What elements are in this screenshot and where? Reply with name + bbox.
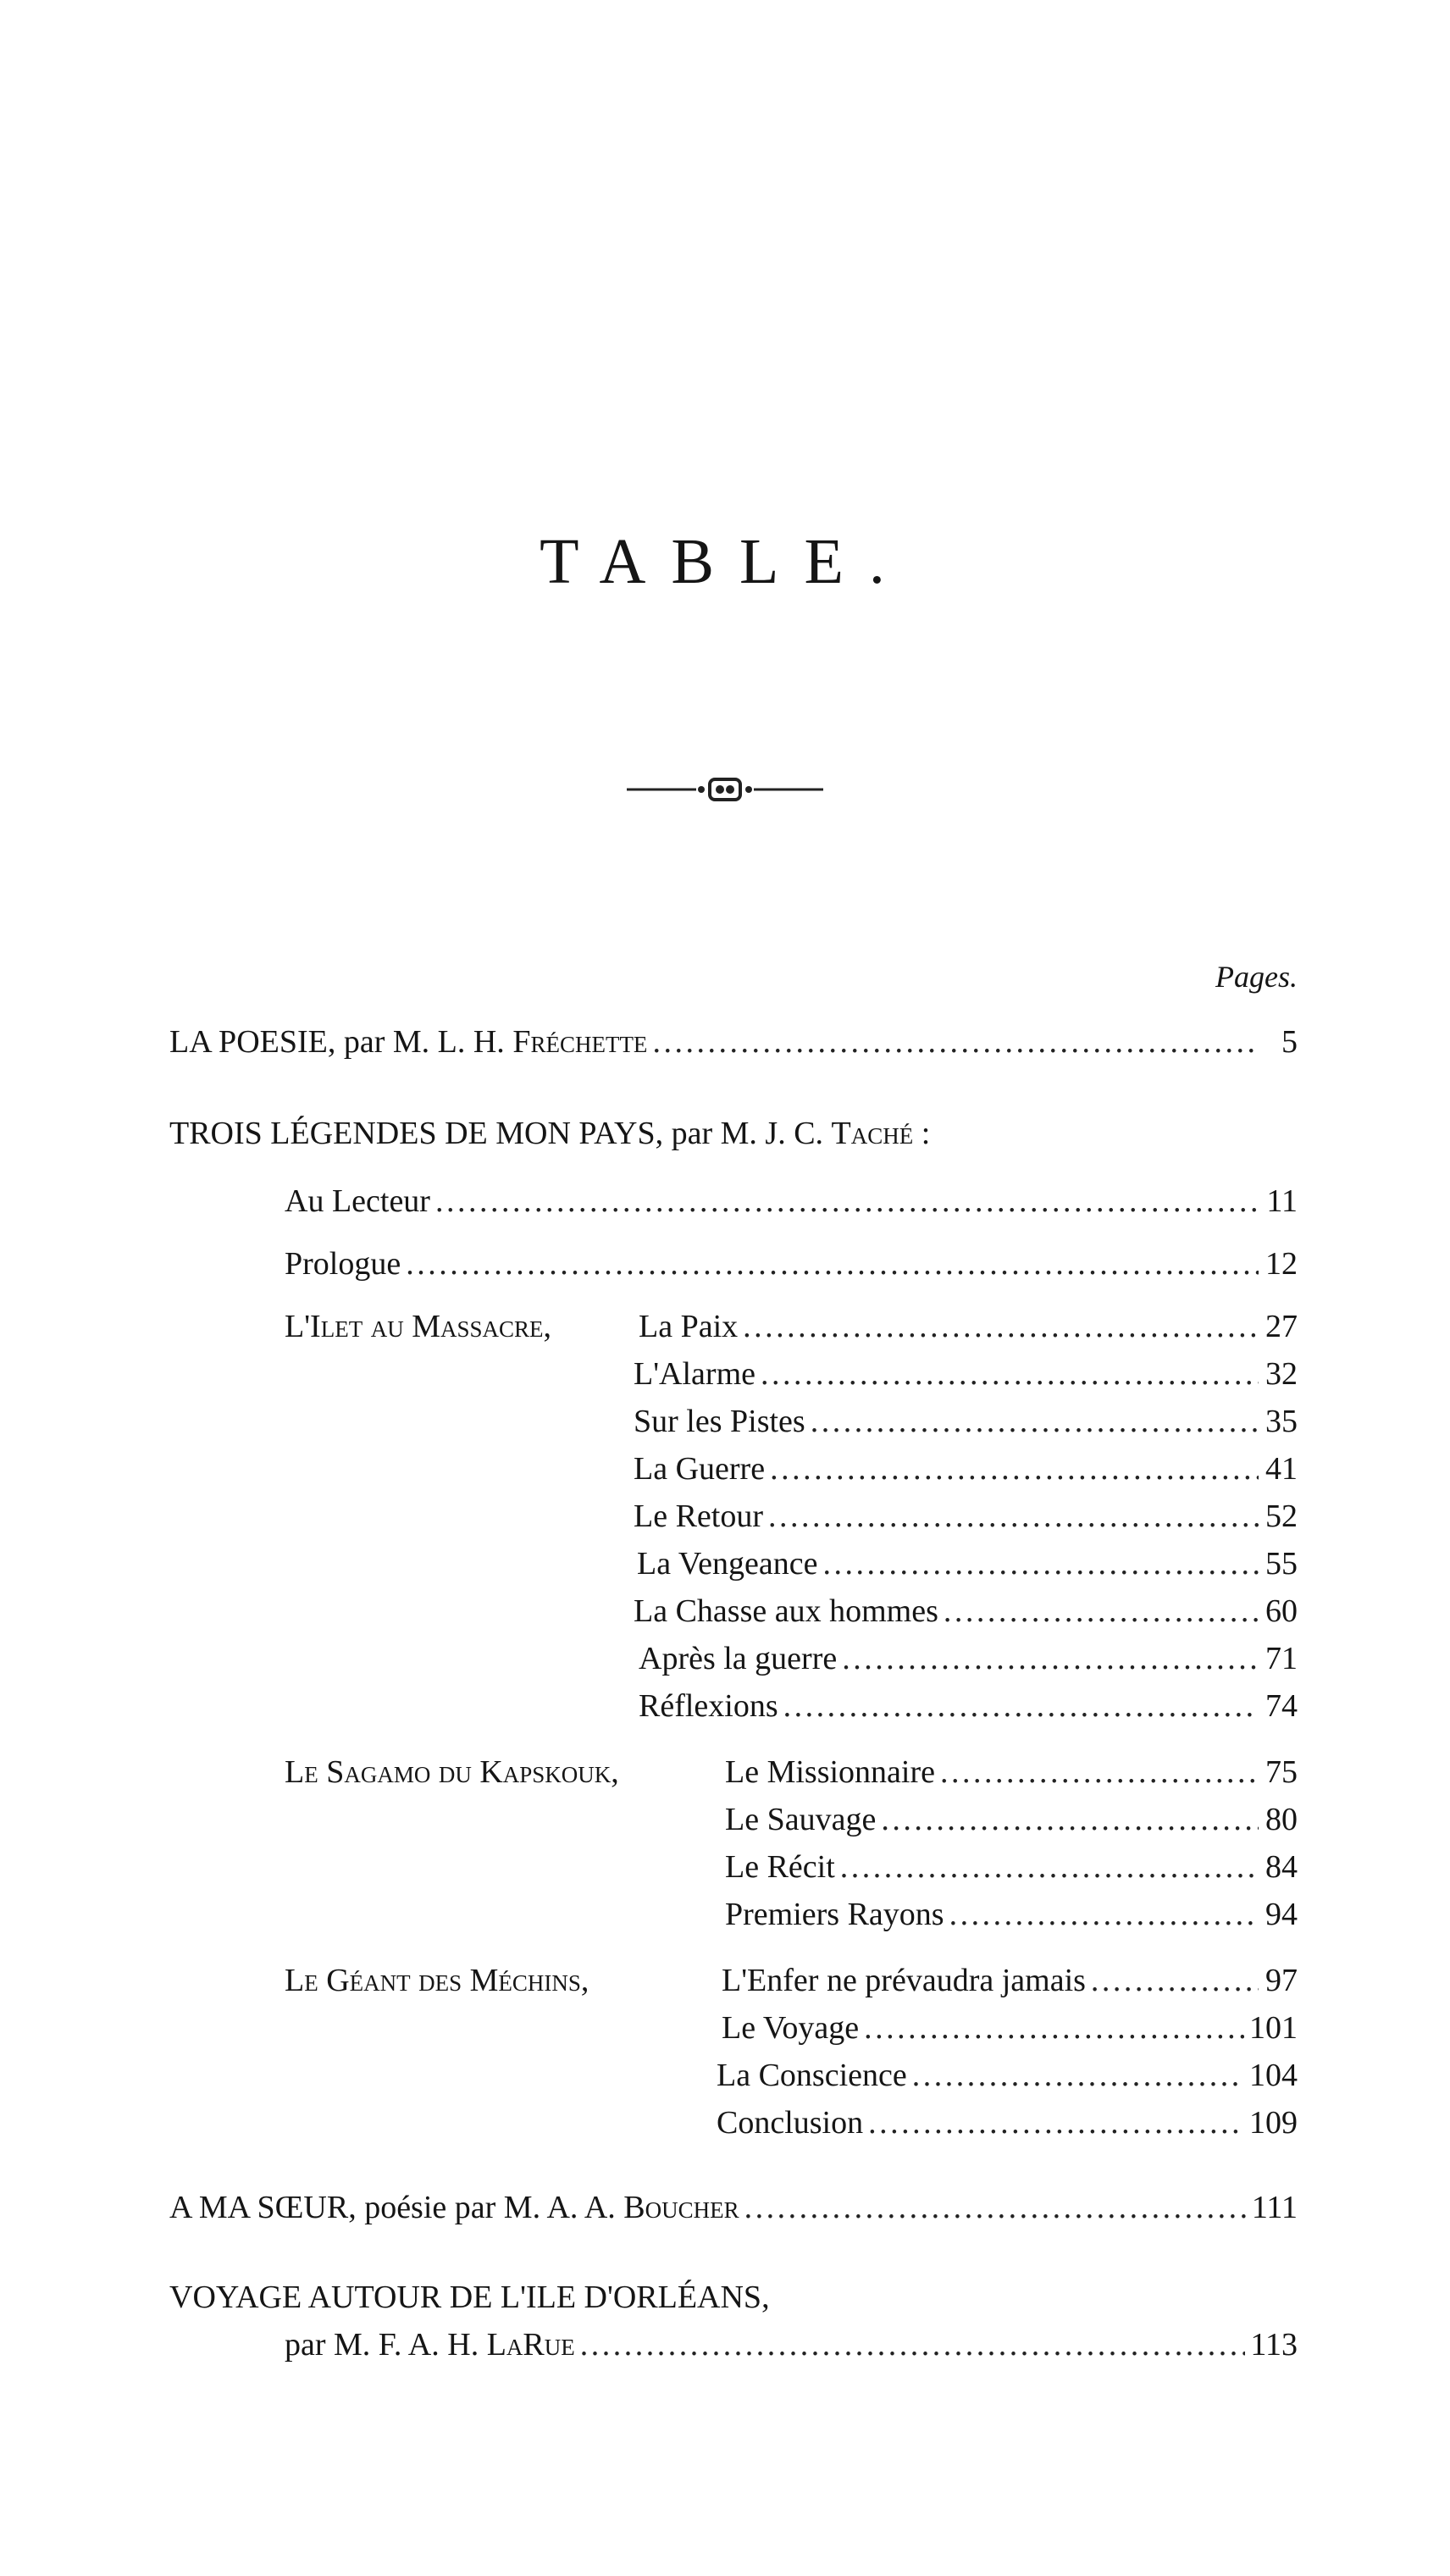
toc-page-number: 11 — [1266, 1183, 1298, 1219]
leader-dots — [842, 1640, 1259, 1677]
toc-entry-title: Le Retour — [634, 1499, 764, 1534]
toc-entry-title: Après la guerre — [639, 1641, 838, 1676]
leader-dots — [881, 1801, 1259, 1838]
leader-dots — [840, 1848, 1259, 1886]
toc-entry-sagamo-1[interactable] — [725, 1801, 1298, 1843]
toc-entry-title: Le Sauvage — [725, 1802, 877, 1837]
toc-entry-title: Réflexions — [639, 1688, 778, 1724]
leader-dots — [652, 1023, 1259, 1061]
toc-entry-title: Au Lecteur — [285, 1183, 430, 1219]
leader-dots — [864, 2009, 1244, 2047]
toc-entry-title: A MA SŒUR, poésie par M. A. A. Boucher — [169, 2190, 739, 2225]
toc-entry-title: La Chasse aux hommes — [634, 1593, 938, 1629]
toc-entry-title: L'Enfer ne prévaudra jamais — [722, 1963, 1086, 1998]
toc-page-number: 27 — [1265, 1309, 1298, 1344]
toc-page-number: 12 — [1265, 1246, 1298, 1282]
leader-dots — [761, 1355, 1259, 1393]
toc-entry-geant-3[interactable] — [717, 2104, 1298, 2147]
leader-dots — [940, 1753, 1259, 1791]
toc-page-number: 35 — [1265, 1404, 1298, 1439]
toc-entry-ilet-1[interactable] — [634, 1355, 1298, 1398]
leader-dots — [868, 2104, 1244, 2141]
toc-page-number: 80 — [1265, 1802, 1298, 1837]
ornament-icon — [623, 773, 827, 806]
toc-page-number: 94 — [1265, 1897, 1298, 1932]
toc-entry-ilet-0[interactable] — [639, 1308, 1298, 1350]
pages-column-label: Pages. — [1215, 960, 1298, 994]
leader-dots — [743, 1308, 1259, 1345]
toc-entry-ilet-4[interactable] — [634, 1498, 1298, 1540]
toc-entry-title: La Conscience — [717, 2058, 907, 2093]
leader-dots — [435, 1183, 1259, 1220]
toc-page-number: 52 — [1265, 1499, 1298, 1534]
toc-entry-prologue[interactable] — [285, 1245, 1298, 1288]
leader-dots — [768, 1498, 1259, 1535]
toc-page-number: 71 — [1265, 1641, 1298, 1676]
toc-page-number: 5 — [1281, 1024, 1298, 1060]
toc-entry-title: La Guerre — [634, 1451, 766, 1487]
toc-page-number: 75 — [1265, 1754, 1298, 1790]
toc-entry-title: La Paix — [639, 1309, 739, 1344]
section-heading-trois-legendes: TROIS LÉGENDES DE MON PAYS, par M. J. C. Taché : — [169, 1116, 931, 1151]
leader-dots — [744, 2189, 1247, 2226]
toc-entry-sagamo-3[interactable] — [725, 1896, 1298, 1938]
section-heading-voyage: VOYAGE AUTOUR DE L'ILE D'ORLÉANS, — [169, 2280, 770, 2315]
leader-dots — [944, 1593, 1259, 1630]
toc-entry-sagamo-2[interactable] — [725, 1848, 1298, 1891]
leader-dots — [783, 1687, 1259, 1725]
toc-entry-title: Le Voyage — [722, 2010, 860, 2046]
leader-dots — [1091, 1962, 1259, 1999]
toc-page-number: 109 — [1249, 2105, 1298, 2141]
toc-page-number: 55 — [1265, 1546, 1298, 1582]
leader-dots — [949, 1896, 1259, 1933]
toc-page-number: 32 — [1265, 1356, 1298, 1392]
leader-dots — [770, 1450, 1259, 1487]
toc-entry-ilet-3[interactable] — [634, 1450, 1298, 1493]
toc-entry-ilet-2[interactable] — [634, 1403, 1298, 1445]
toc-entry-poesie[interactable] — [169, 1023, 1298, 1066]
toc-page-number: 41 — [1265, 1451, 1298, 1487]
toc-page-number: 101 — [1249, 2010, 1298, 2046]
toc-entry-ilet-7[interactable] — [639, 1640, 1298, 1682]
toc-entry-sagamo-0[interactable] — [725, 1753, 1298, 1796]
toc-page-number: 60 — [1265, 1593, 1298, 1629]
toc-entry-title: LA POESIE, par M. L. H. Fréchette — [169, 1024, 648, 1060]
toc-entry-title: Le Récit — [725, 1849, 835, 1885]
toc-page-number: 113 — [1250, 2327, 1298, 2363]
toc-entry-title: Sur les Pistes — [634, 1404, 805, 1439]
toc-entry-geant-1[interactable] — [722, 2009, 1298, 2052]
ornament-divider — [0, 773, 1450, 806]
toc-entry-a-ma-soeur[interactable] — [169, 2189, 1298, 2231]
page-title: TABLE. — [540, 526, 910, 597]
toc-entry-title: Le Missionnaire — [725, 1754, 936, 1790]
subsection-title-ilet: L'Ilet au Massacre, — [285, 1309, 552, 1344]
toc-entry-title: Prologue — [285, 1246, 401, 1282]
toc-page-number: 111 — [1251, 2190, 1298, 2225]
toc-page-number: 104 — [1249, 2058, 1298, 2093]
toc-entry-ilet-6[interactable] — [634, 1593, 1298, 1635]
toc-entry-geant-0[interactable] — [722, 1962, 1298, 2004]
toc-entry-title: par M. F. A. H. LaRue — [285, 2327, 575, 2363]
subsection-title-geant: Le Géant des Méchins, — [285, 1963, 589, 1998]
toc-entry-voyage[interactable] — [285, 2326, 1298, 2368]
toc-page-number: 84 — [1265, 1849, 1298, 1885]
leader-dots — [406, 1245, 1259, 1282]
toc-page-number: 97 — [1265, 1963, 1298, 1998]
leader-dots — [580, 2326, 1246, 2363]
leader-dots — [822, 1545, 1259, 1582]
toc-entry-title: Premiers Rayons — [725, 1897, 944, 1932]
leader-dots — [811, 1403, 1259, 1440]
toc-entry-ilet-5[interactable] — [637, 1545, 1298, 1587]
toc-entry-title: Conclusion — [717, 2105, 864, 2141]
toc-page-number: 74 — [1265, 1688, 1298, 1724]
toc-entry-ilet-8[interactable] — [639, 1687, 1298, 1730]
toc-entry-title: L'Alarme — [634, 1356, 756, 1392]
toc-entry-title: La Vengeance — [637, 1546, 818, 1582]
toc-entry-au-lecteur[interactable] — [285, 1183, 1298, 1225]
leader-dots — [912, 2057, 1244, 2094]
toc-entry-geant-2[interactable] — [717, 2057, 1298, 2099]
subsection-title-sagamo: Le Sagamo du Kapskouk, — [285, 1754, 619, 1790]
